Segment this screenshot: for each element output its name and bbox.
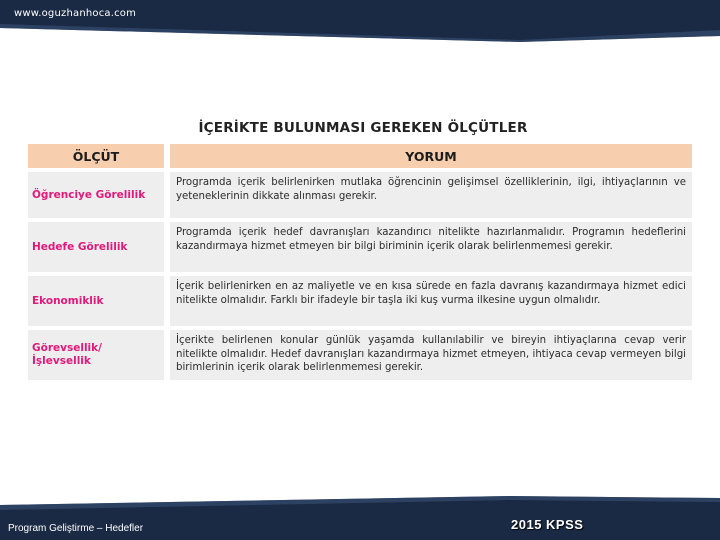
table-row — [28, 276, 692, 326]
comment-cell: İçerikte belirlenen konular günlük yaşamda kullanılabilir ve bireyin ihtiyaçlarına cevap verir nitelikte olmalıdır. Hedef davranışları kazandırmaya hizmet etmeyen, ihtiyaca cevap vermeyen bilgi birimlerinin içerik olarak belirlenmemesi gerekir. — [170, 330, 692, 380]
criterion-cell: Öğrenciye Görelilik — [28, 172, 164, 218]
page-title: İÇERİKTE BULUNMASI GEREKEN ÖLÇÜTLER — [198, 120, 528, 136]
column-header-comment: YORUM — [170, 144, 692, 168]
table-row — [28, 330, 692, 380]
footer-course-title: Program Geliştirme – Hedefler — [8, 523, 144, 534]
table-header-row — [28, 144, 692, 168]
site-url: www.oguzhanhoca.com — [14, 8, 137, 19]
column-header-criterion: ÖLÇÜT — [28, 144, 164, 168]
criterion-cell: Ekonomiklik — [28, 276, 164, 326]
criterion-cell: Hedefe Görelilik — [28, 222, 164, 272]
comment-cell: İçerik belirlenirken en az maliyetle ve en kısa sürede en fazla davranış kazandırmaya hizmet edici nitelikte olmalıdır. Farklı bir ifadeyle bir taşla iki kuş vurma ilkesine uygun olmalıdır. — [170, 276, 692, 326]
criterion-cell: Görevsellik/ İşlevsellik — [28, 330, 164, 380]
criteria-content — [22, 120, 698, 384]
table-row — [28, 222, 692, 272]
footer-exam-label: 2015 KPSS — [511, 517, 584, 532]
table-row — [28, 172, 692, 218]
comment-cell: Programda içerik hedef davranışları kazandırıcı nitelikte hazırlanmalıdır. Programın hedeflerini kazandırmaya hizmet etmeyen bir bilgi biriminin içerik olarak belirlenmemesi gerekir. — [170, 222, 692, 272]
criteria-table — [22, 140, 698, 384]
comment-cell: Programda içerik belirlenirken mutlaka öğrencinin gelişimsel özelliklerinin, ilgi, ihtiyaçlarının ve yeteneklerinin dikkate alınması gerekir. — [170, 172, 692, 218]
